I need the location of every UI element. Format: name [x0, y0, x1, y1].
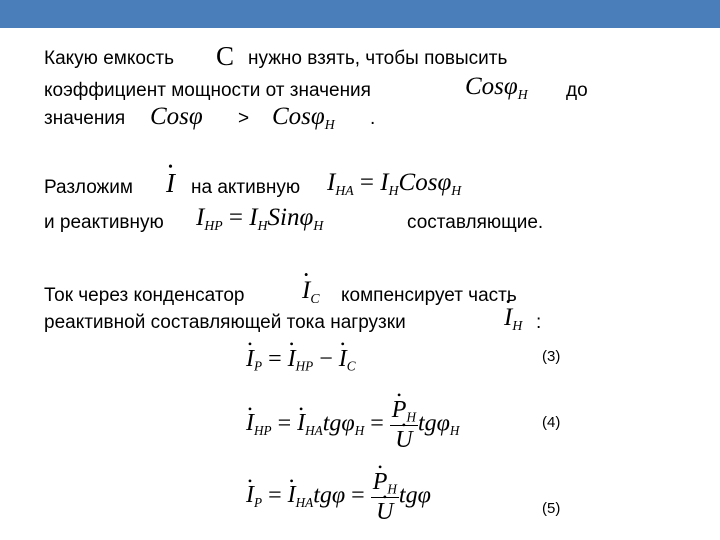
p2-components-text: составляющие. [407, 212, 544, 233]
equation-number-4: (4) [542, 414, 561, 431]
equation-3: • $I_Р$ = • $I_{НР}$ − • $I_C$ [246, 347, 356, 373]
p3-line1-text-b: компенсирует часть [341, 285, 517, 306]
period: . [370, 108, 376, 129]
equation-number-5: (5) [542, 500, 561, 517]
p2-active-text: на активную [191, 177, 301, 198]
p3-line1-text-a: Ток через конденсатор [44, 285, 245, 306]
p3-line2-text: реактивной составляющей тока нагрузки [44, 312, 406, 333]
greater-than-sign: > [238, 108, 250, 129]
p1-line1-text-b: нужно взять, чтобы повысить [248, 48, 508, 69]
capacitance-symbol: C [216, 41, 235, 71]
p2-reactive-text: и реактивную [44, 212, 164, 233]
p2-razlozhim: Разложим [44, 177, 133, 198]
cos-phi-h-formula: Cosφ$_Н$ [465, 73, 528, 102]
p1-line3-text: значения [44, 108, 126, 129]
cos-phi-formula: Cosφ [150, 103, 203, 130]
active-current-formula: $I_{НА} = I_НCos\varphi_Н$ [327, 169, 462, 198]
equation-4: • $I_{НР}$ = • $I_{НА}tg\varphi_Н$ = • $P_Н$ • U tgφ$_Н$ [246, 398, 459, 452]
equation-number-3: (3) [542, 348, 561, 365]
p1-line1-text-a: Какую емкость [44, 48, 175, 69]
equation-5: • $I_Р$ = • $I_{НА}tg\varphi$ = • $P_Н$ • U tgφ [246, 470, 431, 524]
capacitor-current-formula: • $I_C$ [302, 278, 320, 306]
colon: : [536, 312, 542, 333]
cos-phi-h-formula-2: Cosφ$_Н$ [272, 103, 335, 132]
slide-header-bar [0, 0, 720, 28]
p1-line2-text: коэффициент мощности от значения [44, 80, 371, 101]
current-phasor-i: • I [166, 170, 175, 197]
reactive-current-formula: $I_{НР} = I_НSin\varphi_Н$ [196, 204, 324, 233]
do-word: до [566, 80, 588, 101]
load-current-formula: • $I_Н$ [504, 305, 522, 333]
